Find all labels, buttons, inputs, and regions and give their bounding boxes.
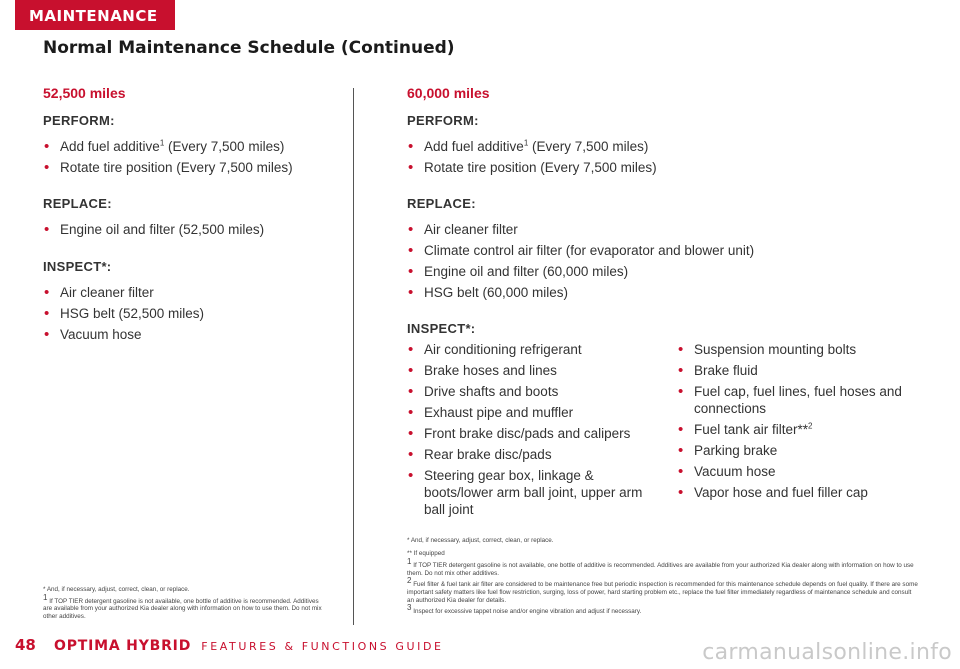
footnote-1: $^1$ If TOP TIER detergent gasoline is not available, one bottle of additive is recommended. Additives are available from your authorized Kia dealer along with information on how to use them. Do not mix other additives. <box>43 592 322 620</box>
bullet-icon: • <box>678 341 684 358</box>
bullet-icon: • <box>44 326 50 343</box>
list-item: • Vacuum hose <box>44 326 142 343</box>
list-item: • Vacuum hose <box>678 463 776 480</box>
left-perform-list <box>43 138 343 176</box>
footnote-star: * And, if necessary, adjust, correct, clean, or replace. <box>43 586 190 593</box>
list-item: • Drive shafts and boots <box>408 383 559 400</box>
bullet-icon: • <box>408 446 414 463</box>
list-item: • Steering gear box, linkage & boots/lower arm ball joint, upper arm ball joint <box>408 467 643 517</box>
bullet-icon: • <box>44 284 50 301</box>
list-item: • Air conditioning refrigerant <box>408 341 582 358</box>
bullet-icon: • <box>408 221 414 238</box>
bullet-icon: • <box>678 362 684 379</box>
list-item: • HSG belt (60,000 miles) <box>408 284 569 301</box>
list-item: • Brake hoses and lines <box>408 362 557 379</box>
footnote-1: $^1$ If TOP TIER detergent gasoline is not available, one bottle of additive is recommended. Additives are available from your authorized Kia dealer along with information on how to use them. Do not mix other additives. <box>407 557 914 577</box>
bullet-icon: • <box>408 362 414 379</box>
bullet-icon: • <box>44 221 50 238</box>
right-replace-list <box>407 221 927 301</box>
watermark: carmanualsonline.info <box>702 640 952 665</box>
right-replace-heading: REPLACE: <box>407 196 476 211</box>
list-item: • HSG belt (52,500 miles) <box>44 305 205 322</box>
left-inspect-list <box>43 284 343 343</box>
right-inspect-list-1 <box>407 341 657 522</box>
bullet-icon: • <box>408 242 414 259</box>
bullet-icon: • <box>408 404 414 421</box>
footnote-3: $^3$ Inspect for excessive tappet noise and/or engine vibration and adjust if necessary. <box>407 603 642 616</box>
bullet-icon: • <box>408 284 414 301</box>
list-item: • Air cleaner filter <box>44 284 154 301</box>
footnote-star: * And, if necessary, adjust, correct, clean, or replace. <box>407 537 554 544</box>
list-item: • Front brake disc/pads and calipers <box>408 425 631 442</box>
model-name: OPTIMA HYBRID <box>54 638 192 654</box>
left-footnotes <box>43 586 323 620</box>
right-perform-heading: PERFORM: <box>407 113 479 128</box>
right-footnotes <box>407 537 919 616</box>
list-item: • Air cleaner filter <box>408 221 518 238</box>
list-item: • Exhaust pipe and muffler <box>408 404 574 421</box>
list-item: • Parking brake <box>678 442 778 459</box>
right-inspect-list-2 <box>677 341 927 505</box>
list-item: • Engine oil and filter (60,000 miles) <box>408 263 629 280</box>
list-item: • Add fuel additive$^1$ (Every 7,500 miles) <box>44 138 285 155</box>
bullet-icon: • <box>408 425 414 442</box>
list-item: • Engine oil and filter (52,500 miles) <box>44 221 265 238</box>
list-item: • Add fuel additive$^1$ (Every 7,500 miles) <box>408 138 649 155</box>
column-divider <box>353 88 354 625</box>
bullet-icon: • <box>44 305 50 322</box>
bullet-icon: • <box>408 138 414 155</box>
bullet-icon: • <box>44 138 50 155</box>
right-perform-list <box>407 138 927 176</box>
section-tab: MAINTENANCE <box>15 0 175 30</box>
bullet-icon: • <box>678 421 684 438</box>
list-item: • Rotate tire position (Every 7,500 miles) <box>44 159 293 176</box>
left-perform-heading: PERFORM: <box>43 113 115 128</box>
right-inspect-heading: INSPECT*: <box>407 321 476 336</box>
bullet-icon: • <box>678 383 684 400</box>
bullet-icon: • <box>408 467 414 484</box>
left-replace-heading: REPLACE: <box>43 196 112 211</box>
page-title: Normal Maintenance Schedule (Continued) <box>43 38 455 58</box>
bullet-icon: • <box>408 383 414 400</box>
bullet-icon: • <box>408 341 414 358</box>
list-item: • Fuel tank air filter**$^2$ <box>678 421 813 438</box>
right-column <box>407 85 927 336</box>
footnote-double-star: ** If equipped <box>407 549 445 557</box>
list-item: • Rotate tire position (Every 7,500 miles) <box>408 159 657 176</box>
page-number: 48 <box>15 636 36 654</box>
list-item: • Brake fluid <box>678 362 758 379</box>
bullet-icon: • <box>678 442 684 459</box>
left-column <box>43 85 343 347</box>
bullet-icon: • <box>678 463 684 480</box>
right-miles-heading: 60,000 miles <box>407 85 490 101</box>
left-replace-list <box>43 221 343 238</box>
bullet-icon: • <box>408 159 414 176</box>
bullet-icon: • <box>408 263 414 280</box>
list-item: • Vapor hose and fuel filler cap <box>678 484 868 501</box>
left-inspect-heading: INSPECT*: <box>43 259 112 274</box>
footnote-2: $^2$ Fuel filter & fuel tank air filter are considered to be maintenance free but periodic inspection is recommended for this maintenance schedule depends on fuel quality. If there are some important safety matters like fuel flow restriction, surging, loss of power, hard starting problem etc., replace the fuel filter immediately regardless of maintenance schedule and consult an authorized Kia dealer for details. <box>407 576 918 604</box>
list-item: • Climate control air filter (for evaporator and blower unit) <box>408 242 755 259</box>
list-item: • Suspension mounting bolts <box>678 341 857 358</box>
page-footer <box>15 636 444 654</box>
bullet-icon: • <box>678 484 684 501</box>
list-item: • Rear brake disc/pads <box>408 446 552 463</box>
guide-name: FEATURES & FUNCTIONS GUIDE <box>201 640 444 653</box>
list-item: • Fuel cap, fuel lines, fuel hoses and connections <box>678 383 902 416</box>
bullet-icon: • <box>44 159 50 176</box>
left-miles-heading: 52,500 miles <box>43 85 126 101</box>
